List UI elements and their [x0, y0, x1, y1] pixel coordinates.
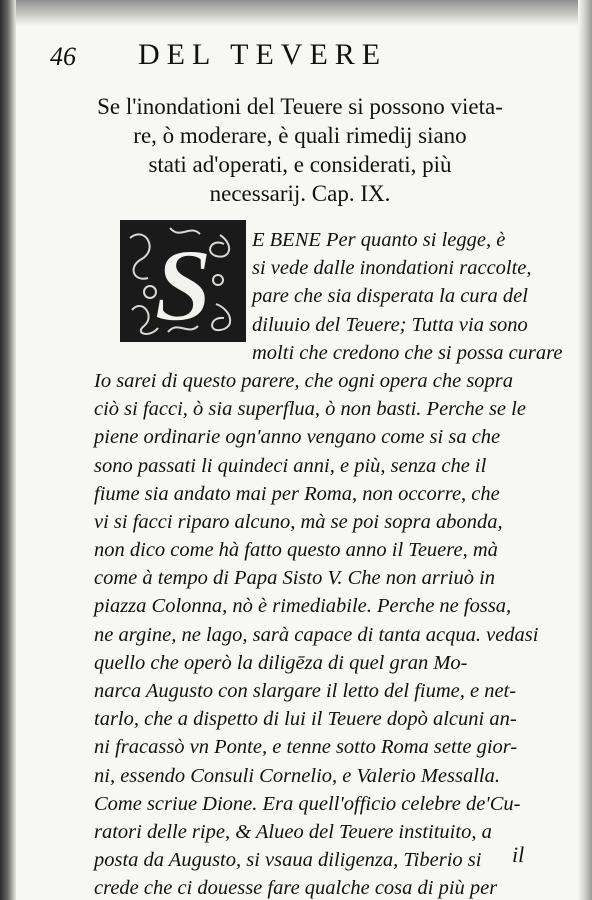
drop-cap-letter: S	[154, 228, 212, 342]
text-line: diluuio del Teuere; Tutta via sono	[252, 313, 528, 336]
text-line: ratori delle ripe, & Alueo del Teuere instituito, a	[94, 820, 492, 843]
chapter-title-line: stati ad'operati, e considerati, più	[148, 152, 452, 177]
text-line: molti che credono che si possa curare	[252, 341, 563, 364]
text-line: Io sarei di questo parere, che ogni opera che sopra	[94, 369, 514, 392]
text-line: ne argine, ne lago, sarà capace di tanta acqua. vedasi	[94, 623, 539, 646]
chapter-title-line: re, ò moderare, è quali rimedij siano	[133, 123, 467, 148]
page-top-edge	[0, 0, 592, 26]
text-line: non dico come hà fatto questo anno il Teuere, mà	[94, 539, 498, 562]
text-line: quello che operò la diligēza di quel gran Mo-	[94, 651, 468, 674]
text-line: ni, essendo Consuli Cornelio, e Valerio Messalla.	[94, 764, 500, 787]
text-line: ni fracassò vn Ponte, e tenne sotto Roma sette gior-	[94, 736, 518, 759]
chapter-title-line: necessarij. Cap. IX.	[209, 181, 391, 206]
text-line: Come scriue Dione. Era quell'officio celebre de'Cu-	[94, 792, 521, 815]
page-header	[40, 36, 560, 76]
chapter-title	[40, 92, 560, 208]
text-line: pare che sia disperata la cura del	[252, 285, 528, 308]
body-text	[94, 226, 574, 900]
text-line: E BENE Per quanto si legge, è	[252, 229, 506, 251]
text-line: fiume sia andato mai per Roma, non occorre, che	[94, 482, 500, 505]
text-line: tarlo, che a dispetto di lui il Teuere dopò alcuni an-	[94, 708, 517, 731]
text-line: posta da Augusto, si vsaua diligenza, Tiberio si	[94, 849, 482, 872]
text-line: come à tempo di Papa Sisto V. Che non arriuò in	[94, 567, 496, 590]
running-head: DEL TEVERE	[138, 38, 388, 71]
chapter-title-line: Se l'inondationi del Teuere si possono vieta-	[97, 94, 503, 119]
text-line: piazza Colonna, nò è rimediabile. Perche ne fossa,	[94, 595, 512, 618]
page-right-edge	[578, 0, 592, 900]
text-line: vi si facci riparo alcuno, mà se poi sopra abonda,	[94, 510, 503, 533]
catchword: il	[512, 842, 525, 867]
text-line: narca Augusto con slargare il letto del fiume, e net-	[94, 680, 517, 702]
text-line: piene ordinarie ogn'anno vengano come si sa che	[94, 426, 501, 449]
book-gutter	[0, 0, 16, 900]
text-line: crede che ci douesse fare qualche cosa di più per	[94, 877, 498, 900]
page-number: 46	[50, 42, 76, 71]
text-line: ciò si facci, ò sia superflua, ò non basti. Perche se le	[94, 398, 526, 421]
text-line: sono passati li quindeci anni, e più, senza che il	[94, 454, 487, 477]
text-line: si vede dalle inondationi raccolte,	[252, 257, 532, 280]
